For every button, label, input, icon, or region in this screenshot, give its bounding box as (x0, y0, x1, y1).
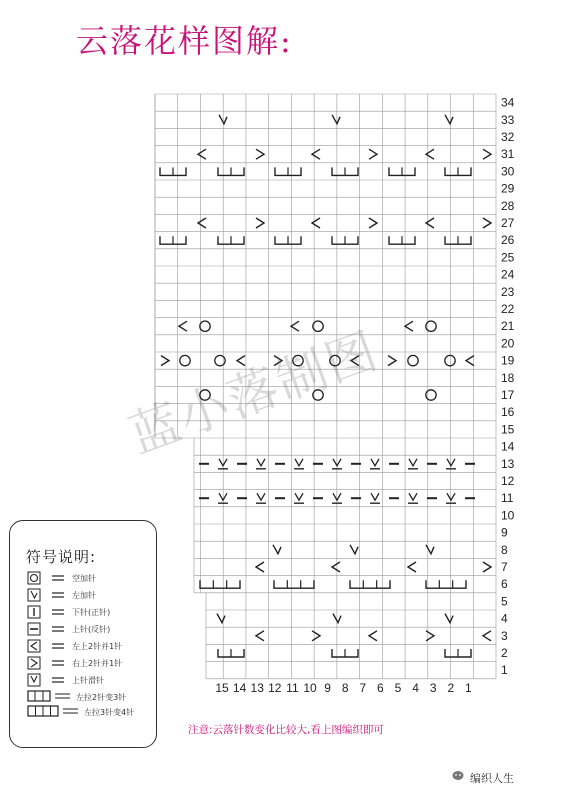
k2tog-right-symbol (369, 149, 377, 159)
yarn-over-symbol (200, 321, 210, 331)
slip-symbol (370, 459, 380, 469)
row-label: 5 (501, 594, 508, 609)
make-one-left-symbol (445, 614, 453, 623)
slip-symbol (408, 459, 418, 469)
drop-stitch-symbol (274, 580, 314, 588)
column-label: 2 (447, 681, 455, 695)
row-label: 11 (501, 491, 514, 506)
column-label: 6 (377, 681, 384, 695)
row-label: 29 (501, 181, 515, 196)
column-label: 1 (465, 681, 472, 695)
row-label: 27 (501, 216, 515, 230)
drop-stitch-symbol (426, 580, 466, 588)
k2tog-left-symbol (408, 562, 416, 572)
row-label: 21 (501, 319, 515, 334)
row-label: 30 (501, 164, 515, 179)
slip-symbol (256, 459, 266, 469)
row-label: 14 (501, 439, 515, 454)
legend-text-drop3to4: 左拉3针变4针 (84, 708, 135, 717)
make-one-left-symbol (332, 115, 340, 124)
column-label: 14 (232, 681, 247, 695)
slip-symbol (408, 493, 418, 503)
k2tog-left-symbol (198, 218, 206, 228)
row-label: 20 (501, 336, 515, 351)
watermark: 蓝小落制图 (121, 321, 386, 465)
row-label: 15 (501, 422, 515, 437)
k2tog-left-symbol (312, 218, 320, 228)
row-label: 1 (501, 663, 508, 678)
column-label: 7 (359, 681, 367, 695)
column-label: 5 (394, 681, 402, 695)
legend-text-k2tog-right: 右上2针并1针 (72, 659, 123, 668)
row-label: 26 (501, 233, 515, 248)
slip-symbol (294, 493, 304, 503)
slip-symbol (294, 459, 304, 469)
column-label: 8 (341, 681, 349, 695)
legend-text-purl: 上针(反针) (72, 625, 111, 634)
make-one-left-symbol (350, 545, 358, 554)
source-badge: 编织人生 (470, 772, 514, 785)
k2tog-right-symbol (483, 218, 491, 228)
row-label: 6 (501, 577, 508, 592)
k2tog-left-symbol (483, 631, 491, 641)
slip-symbol (256, 493, 266, 503)
make-one-left-symbol (273, 545, 281, 554)
row-label: 19 (501, 353, 515, 368)
k2tog-left-symbol (256, 631, 264, 641)
yarn-over-symbol (445, 355, 455, 365)
k2tog-left-symbol (256, 562, 264, 572)
make-one-left-symbol (217, 614, 225, 623)
k2tog-right-symbol (256, 218, 264, 228)
slip-symbol (446, 459, 456, 469)
k2tog-right-symbol (388, 356, 396, 366)
legend-text-knit: 下针(正针) (72, 608, 111, 617)
k2tog-left-symbol (466, 356, 474, 366)
k2tog-left-symbol (426, 218, 434, 228)
column-label: 9 (324, 681, 331, 695)
drop-stitch-symbol (200, 580, 240, 588)
note-text: 注意:云落针数变化比较大,看上图编织即可 (188, 724, 384, 736)
make-one-left-symbol (445, 115, 453, 124)
k2tog-left-symbol (198, 149, 206, 159)
row-label: 17 (501, 388, 515, 402)
legend-text-yo: 空加针 (72, 574, 96, 583)
column-label: 13 (250, 681, 264, 695)
row-label: 4 (501, 611, 508, 626)
k2tog-left-symbol (179, 321, 187, 331)
k2tog-right-symbol (312, 631, 320, 641)
slip-symbol (370, 493, 380, 503)
column-label: 12 (268, 681, 282, 695)
k2tog-left-symbol (291, 321, 299, 331)
row-label: 3 (501, 628, 508, 643)
k2tog-left-symbol (312, 149, 320, 159)
yarn-over-symbol (426, 390, 436, 400)
column-label: 10 (303, 681, 317, 695)
page-title: 云落花样图解: (76, 22, 293, 60)
k2tog-right-symbol (369, 218, 377, 228)
wechat-icon (452, 770, 466, 782)
yarn-over-symbol (180, 355, 190, 365)
row-label: 25 (501, 250, 515, 265)
row-label: 13 (501, 456, 515, 471)
row-label: 10 (501, 508, 515, 523)
row-label: 2 (501, 646, 508, 660)
slip-symbol (446, 493, 456, 503)
row-label: 34 (501, 95, 515, 110)
column-label: 3 (429, 681, 437, 695)
k2tog-right-symbol (483, 562, 491, 572)
row-label: 16 (501, 405, 515, 420)
k2tog-left-symbol (426, 149, 434, 159)
column-label: 4 (412, 681, 419, 695)
legend-text-k2tog-left: 左上2针并1针 (72, 642, 123, 651)
legend-text-slip: 上针滑针 (72, 676, 104, 685)
legend-text-m1l: 左加针 (72, 591, 96, 600)
row-label: 32 (501, 130, 515, 144)
make-one-left-symbol (426, 545, 434, 554)
legend-text-drop2to3: 左拉2针变3针 (76, 693, 127, 702)
row-label: 22 (501, 302, 515, 316)
column-label: 11 (286, 681, 299, 695)
row-label: 23 (501, 284, 515, 299)
row-label: 18 (501, 370, 515, 385)
k2tog-left-symbol (369, 631, 377, 641)
yarn-over-symbol (426, 321, 436, 331)
k2tog-left-symbol (332, 562, 340, 572)
row-label: 12 (501, 474, 515, 488)
column-label: 15 (215, 681, 229, 695)
k2tog-right-symbol (426, 631, 434, 641)
yarn-over-symbol (408, 355, 418, 365)
legend-title: 符号说明: (26, 548, 97, 566)
row-label: 9 (501, 525, 508, 540)
k2tog-right-symbol (256, 149, 264, 159)
row-label: 31 (501, 147, 515, 162)
row-label: 8 (501, 542, 508, 557)
drop-stitch-symbol (350, 580, 390, 588)
row-label: 7 (501, 560, 508, 574)
row-label: 24 (501, 267, 515, 282)
k2tog-right-symbol (161, 356, 169, 366)
k2tog-left-symbol (405, 321, 413, 331)
row-label: 28 (501, 198, 515, 213)
k2tog-right-symbol (483, 149, 491, 159)
row-label: 33 (501, 112, 515, 127)
